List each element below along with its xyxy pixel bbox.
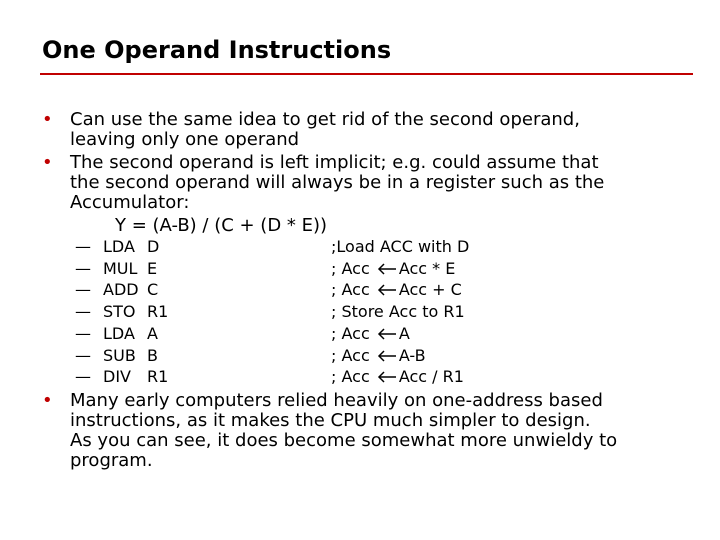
- instruction-row: [75, 345, 595, 367]
- comment-text: Load ACC with D: [336, 237, 470, 256]
- opcode: STO: [103, 302, 136, 322]
- opcode: ADD: [103, 280, 139, 300]
- operand: E: [147, 258, 158, 278]
- bullet-line: As you can see, it does become somewhat more unwieldy to: [70, 430, 618, 451]
- bullet-dot: •: [42, 152, 53, 173]
- comment-prefix: ; Acc: [331, 258, 370, 278]
- instruction-row: [75, 366, 595, 388]
- left-arrow-icon: [377, 328, 397, 340]
- left-arrow-icon: [377, 350, 397, 362]
- bullet-line: Can use the same idea to get rid of the second operand,: [70, 109, 580, 130]
- comment-prefix: ; Acc: [331, 280, 370, 300]
- bullet-2: [42, 153, 702, 213]
- opcode: LDA: [103, 237, 135, 256]
- bullet-line: program.: [70, 450, 153, 471]
- dash-marker: —: [75, 258, 91, 278]
- opcode: MUL: [103, 258, 138, 278]
- comment: [331, 258, 455, 280]
- comment-prefix: ;: [331, 237, 337, 256]
- instruction-row: [75, 323, 595, 345]
- comment-text: Acc + C: [398, 280, 462, 300]
- comment: [331, 323, 410, 345]
- instruction-row: [75, 301, 595, 323]
- slide-title: One Operand Instructions: [42, 36, 392, 64]
- bullet-1: [42, 110, 702, 150]
- comment-text: A: [398, 323, 410, 343]
- comment-prefix: ; Acc: [331, 345, 370, 365]
- instruction-row: [75, 258, 595, 280]
- formula: Y = (A-B) / (C + (D * E)): [115, 215, 328, 236]
- bullet-2-text: [70, 153, 702, 213]
- comment-prefix: ;: [331, 302, 337, 322]
- comment: [331, 345, 426, 367]
- bullet-1-text: [70, 110, 702, 150]
- dash-marker: —: [75, 302, 91, 322]
- dash-marker: —: [75, 237, 91, 256]
- bullet-dot: •: [42, 390, 53, 411]
- bullet-3-text: [70, 391, 702, 471]
- comment-prefix: ; Acc: [331, 323, 370, 343]
- operand: R1: [147, 367, 169, 387]
- bullet-line: leaving only one operand: [70, 129, 300, 150]
- dash-marker: —: [75, 345, 91, 365]
- comment: [331, 366, 464, 388]
- bullet-dot: •: [42, 109, 53, 130]
- operand: D: [147, 237, 160, 256]
- bullet-line: the second operand will always be in a register such as the: [70, 172, 605, 193]
- bullet-line: The second operand is left implicit; e.g. could assume that: [70, 152, 599, 173]
- left-arrow-icon: [377, 371, 397, 383]
- operand: B: [147, 345, 158, 365]
- dash-marker: —: [75, 323, 91, 343]
- instruction-row: [75, 279, 595, 301]
- comment: [331, 279, 462, 301]
- operand: R1: [147, 302, 169, 322]
- bullet-line: instructions, as it makes the CPU much simpler to design.: [70, 410, 591, 431]
- comment-prefix: ; Acc: [331, 367, 370, 387]
- dash-marker: —: [75, 367, 91, 387]
- comment-text: Store Acc to R1: [336, 302, 465, 322]
- opcode: DIV: [103, 367, 131, 387]
- bullet-line: Many early computers relied heavily on one-address based: [70, 390, 603, 411]
- opcode: SUB: [103, 345, 136, 365]
- comment: [331, 236, 469, 258]
- left-arrow-icon: [377, 284, 397, 296]
- dash-marker: —: [75, 280, 91, 300]
- comment-text: Acc / R1: [398, 367, 464, 387]
- title-rule: [40, 73, 693, 75]
- instruction-row: [75, 236, 595, 258]
- bullet-3: [42, 391, 702, 471]
- opcode: LDA: [103, 323, 135, 343]
- left-arrow-icon: [377, 263, 397, 275]
- operand: C: [147, 280, 159, 300]
- comment-text: Acc * E: [398, 258, 456, 278]
- operand: A: [147, 323, 158, 343]
- bullet-line: Accumulator:: [70, 192, 190, 213]
- comment-text: A-B: [398, 345, 426, 365]
- comment: [331, 301, 465, 323]
